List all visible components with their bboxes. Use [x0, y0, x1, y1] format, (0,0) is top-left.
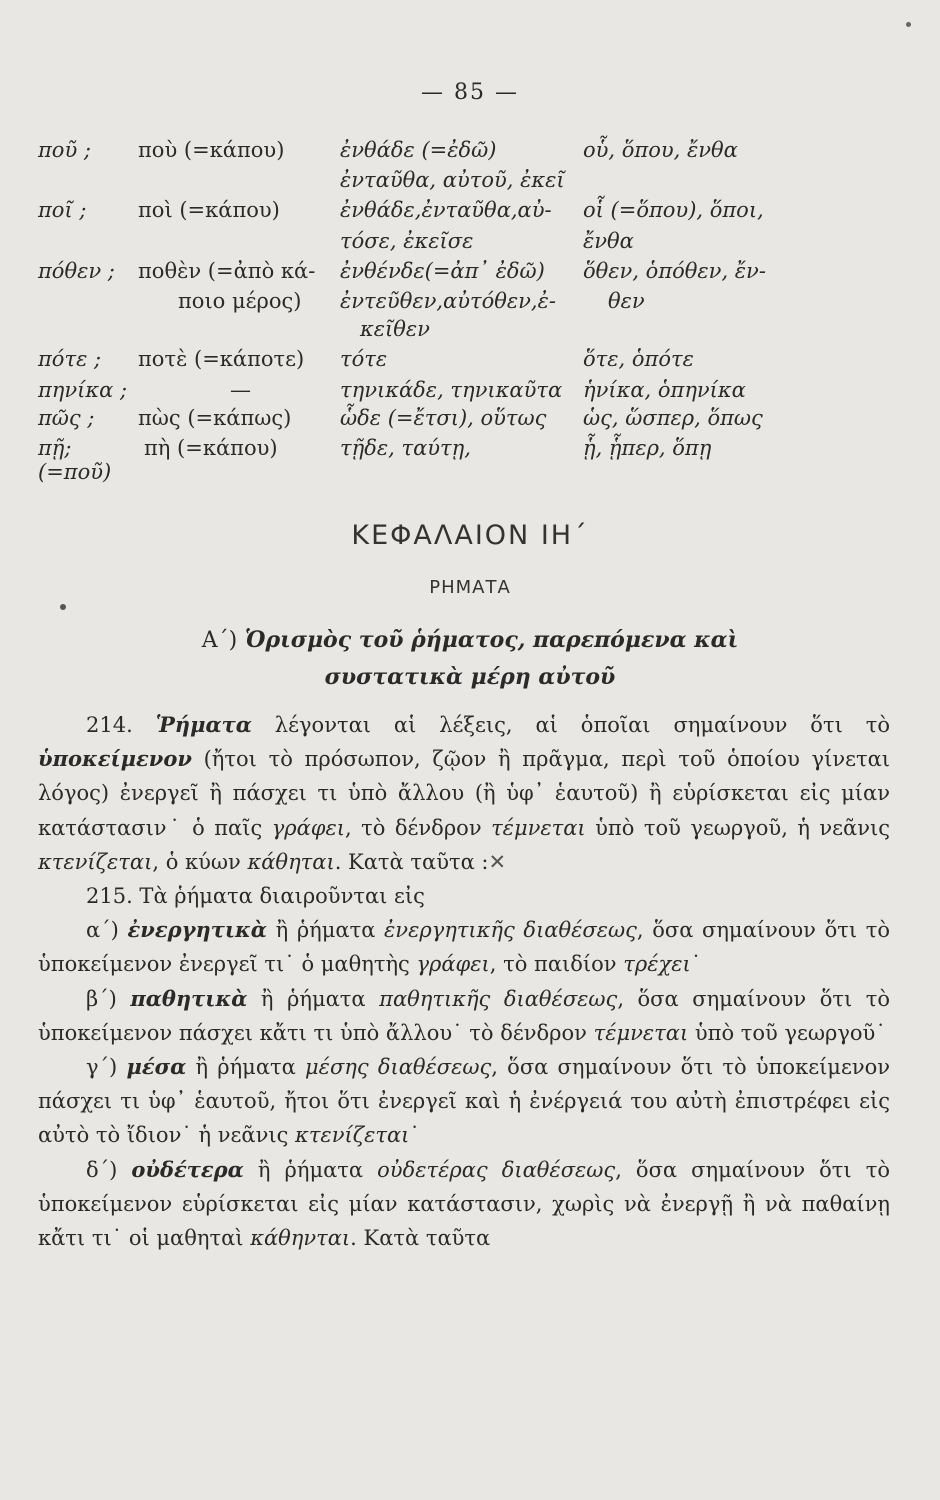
table-cell: ἡνίκα, ὁπηνίκα: [583, 377, 746, 402]
section-heading: [0, 622, 940, 695]
section-title-part-1: Ὁρισμὸς τοῦ ῥήματος, παρεπόμενα καὶ: [244, 627, 739, 653]
section-heading-line-1: [0, 622, 940, 659]
table-cell: ποὺ (=κάπου): [138, 138, 285, 162]
section-label: Α΄): [201, 628, 238, 653]
text-run: , τὸ παιδίον: [489, 952, 624, 977]
paragraph-215: 215. Τὰ ῥήματα διαιροῦνται εἰς: [86, 884, 425, 909]
table-cell: οὗ, ὅπου, ἔνθα: [583, 138, 738, 162]
text-run: (ἤτοι τὸ πρόσωπον, ζῷον ἢ πρᾶγμα, περὶ τοῦ ὁποίου γίνεται λόγος) ἐνεργεῖ ἢ πάσχει τι ὑπὸ ἄλλου (ἢ ὑφ᾽ ἑαυτοῦ) ἢ εὑρίσκεται εἰς μίαν κατάστασιν˙ ὁ παῖς: [38, 747, 890, 840]
ink-speck: [60, 604, 66, 610]
paragraph-number: 214.: [86, 713, 133, 737]
table-cell: τότε: [340, 347, 388, 372]
table-cell: ὅτε, ὁπότε: [583, 347, 694, 372]
table-cell: ἐνθάδε (=ἐδῶ): [340, 138, 497, 162]
term-passive: παθητικὰ: [130, 985, 248, 1011]
text-run: . Κατὰ ταῦτα: [350, 1226, 491, 1251]
table-cell: ὧδε (=ἔτσι), οὕτως: [340, 405, 547, 430]
table-row: [38, 436, 918, 484]
text-run: ὑπὸ τοῦ γεωργοῦ˙: [688, 1020, 886, 1045]
pencil-cross-icon: ✕: [488, 849, 507, 874]
table-cell: —: [230, 377, 251, 402]
table-cell: ὡς, ὥσπερ, ὅπως: [583, 405, 763, 430]
text-run: ˙: [690, 952, 702, 977]
term-subject: ὑποκείμενον: [38, 746, 192, 772]
table-cell: ἐνταῦθα, αὐτοῦ, ἐκεῖ: [340, 168, 565, 193]
table-row: [38, 317, 918, 341]
text-run: οὐδετέρας διαθέσεως: [377, 1157, 616, 1182]
example-word: κάθηται: [247, 849, 335, 874]
table-row: [38, 229, 918, 253]
body-text: [38, 708, 890, 1255]
table-cell: τῇδε, ταύτῃ,: [340, 436, 471, 460]
table-cell: ποῦ ;: [38, 138, 91, 162]
text-run: λέγονται αἱ λέξεις, αἱ ὁποῖαι σημαίνουν ὅτι τὸ: [251, 713, 890, 737]
text-run: , ὅσα σημαίνουν ὅτι τὸ ὑποκείμενον πάσχει κἄτι τι ὑπὸ ἄλλου˙ τὸ δένδρον: [38, 986, 890, 1045]
table-cell: πὼς (=κάπως): [138, 405, 292, 430]
table-cell: ποτὲ (=κάποτε): [138, 347, 305, 372]
item-b: [38, 982, 890, 1050]
table-row: [38, 378, 918, 402]
text-run: ˙: [409, 1123, 420, 1148]
item-d: [38, 1153, 890, 1256]
item-label: γ΄): [86, 1055, 127, 1080]
text-run: , τὸ δένδρον: [345, 815, 492, 840]
table-row: [38, 289, 918, 313]
example-word: τρέχει: [623, 952, 691, 977]
table-cell: θεν: [608, 289, 645, 313]
text-run: ἐνεργητικῆς διαθέσεως: [384, 918, 637, 943]
example-word: κάθηνται: [250, 1226, 351, 1251]
table-cell: πῇ;(=ποῦ): [38, 436, 112, 484]
table-row: [38, 347, 918, 371]
example-word: κτενίζεται: [295, 1123, 410, 1148]
table-cell: ᾗ, ᾗπερ, ὅπῃ: [583, 436, 712, 460]
table-cell: πῶς ;: [38, 405, 95, 430]
text-run: ὑπὸ τοῦ γεωργοῦ, ἡ νεᾶνις: [585, 815, 890, 840]
table-cell: πόθεν ;: [38, 258, 115, 283]
item-c: [38, 1050, 890, 1153]
item-label: δ΄): [86, 1157, 132, 1182]
chapter-title: ΚΕΦΑΛΑΙΟΝ ΙΗ΄: [351, 520, 589, 551]
item-label: β΄): [86, 986, 131, 1011]
section-title-part-2: συστατικὰ μέρη αὐτοῦ: [324, 664, 616, 690]
text-run: παθητικῆς διαθέσεως: [379, 986, 618, 1011]
table-cell: ἐντεῦθεν,αὐτόθεν,ἐ-: [340, 289, 556, 313]
table-cell: τηνικάδε, τηνικαῦτα: [340, 377, 563, 402]
table-cell: ἔνθα: [583, 228, 634, 253]
table-cell: ποῖ ;: [38, 198, 87, 223]
table-row: [38, 138, 918, 162]
text-run: , ὁ κύων: [152, 849, 248, 874]
table-cell: ποθὲν (=ἀπὸ κά-: [138, 258, 316, 283]
page-number: — 85 —: [421, 80, 519, 105]
table-cell: ἐνθένδε(=ἀπ᾽ ἐδῶ): [340, 258, 545, 283]
table-cell: ὅθεν, ὁπόθεν, ἔν-: [583, 258, 766, 283]
example-word: κτενίζεται: [38, 849, 153, 874]
item-label: α΄): [86, 918, 128, 943]
table-cell: τόσε, ἐκεῖσε: [340, 228, 474, 253]
ink-speck: [906, 22, 911, 27]
text-run: μέσης διαθέσεως: [305, 1055, 492, 1080]
chapter-subtitle: ΡΗΜΑΤΑ: [429, 577, 511, 598]
item-a: [38, 913, 890, 981]
table-cell: πηνίκα ;: [38, 377, 128, 402]
text-run: ἢ ῥήματα: [243, 1157, 378, 1182]
example-word: τέμνεται: [593, 1020, 689, 1045]
table-cell: ποιο μέρος): [178, 289, 302, 313]
text-run: , ὅσα σημαίνουν ὅτι τὸ ὑποκείμενον ἐνεργεῖ τι˙ ὁ μαθητὴς: [38, 918, 890, 977]
table-row: [38, 406, 918, 430]
term-active: ἐνεργητικὰ: [127, 917, 267, 943]
table-cell: κεῖθεν: [360, 317, 430, 342]
table-cell: οἷ (=ὅπου), ὅποι,: [583, 198, 764, 223]
example-word: τέμνεται: [491, 815, 586, 840]
table-cell: ἐνθάδε,ἐνταῦθα,αὐ-: [340, 198, 552, 223]
table-row: [38, 168, 918, 192]
term-rhemata: Ῥήματα: [155, 712, 252, 737]
text-run: ἢ ῥήματα: [186, 1055, 306, 1080]
paragraph-214: [38, 708, 890, 879]
text-run: , ὅσα σημαίνουν ὅτι τὸ ὑποκείμενον εὑρίσκεται εἰς μίαν κατάστασιν, χωρὶς νὰ ἐνεργῇ ἢ νὰ παθαίνῃ κἄτι τι˙ οἱ μαθηταὶ: [38, 1157, 890, 1251]
table-cell: πὴ (=κάπου): [144, 436, 278, 460]
table-cell: ποὶ (=κάπου): [138, 198, 280, 223]
text-run: ἢ ῥήματα: [266, 918, 385, 943]
example-word: γράφει: [271, 815, 346, 840]
term-middle: μέσα: [126, 1054, 187, 1080]
term-neuter: οὐδέτερα: [131, 1156, 244, 1182]
example-word: γράφει: [416, 952, 490, 977]
table-cell: πότε ;: [38, 347, 102, 372]
text-run: , ὅσα σημαίνουν ὅτι τὸ ὑποκείμενον πάσχει τι ὑφ᾽ ἑαυτοῦ, ἤτοι ὅτι ἐνεργεῖ καὶ ἡ ἐνέργειά του αὐτὴ ἐπιστρέφει εἰς αὐτὸ τὸ ἴδιον˙ ἡ νεᾶνις: [38, 1055, 891, 1148]
table-row: [38, 259, 918, 283]
text-run: . Κατὰ ταῦτα :: [334, 849, 489, 874]
text-run: ἢ ῥήματα: [247, 986, 380, 1011]
table-row: [38, 198, 918, 222]
